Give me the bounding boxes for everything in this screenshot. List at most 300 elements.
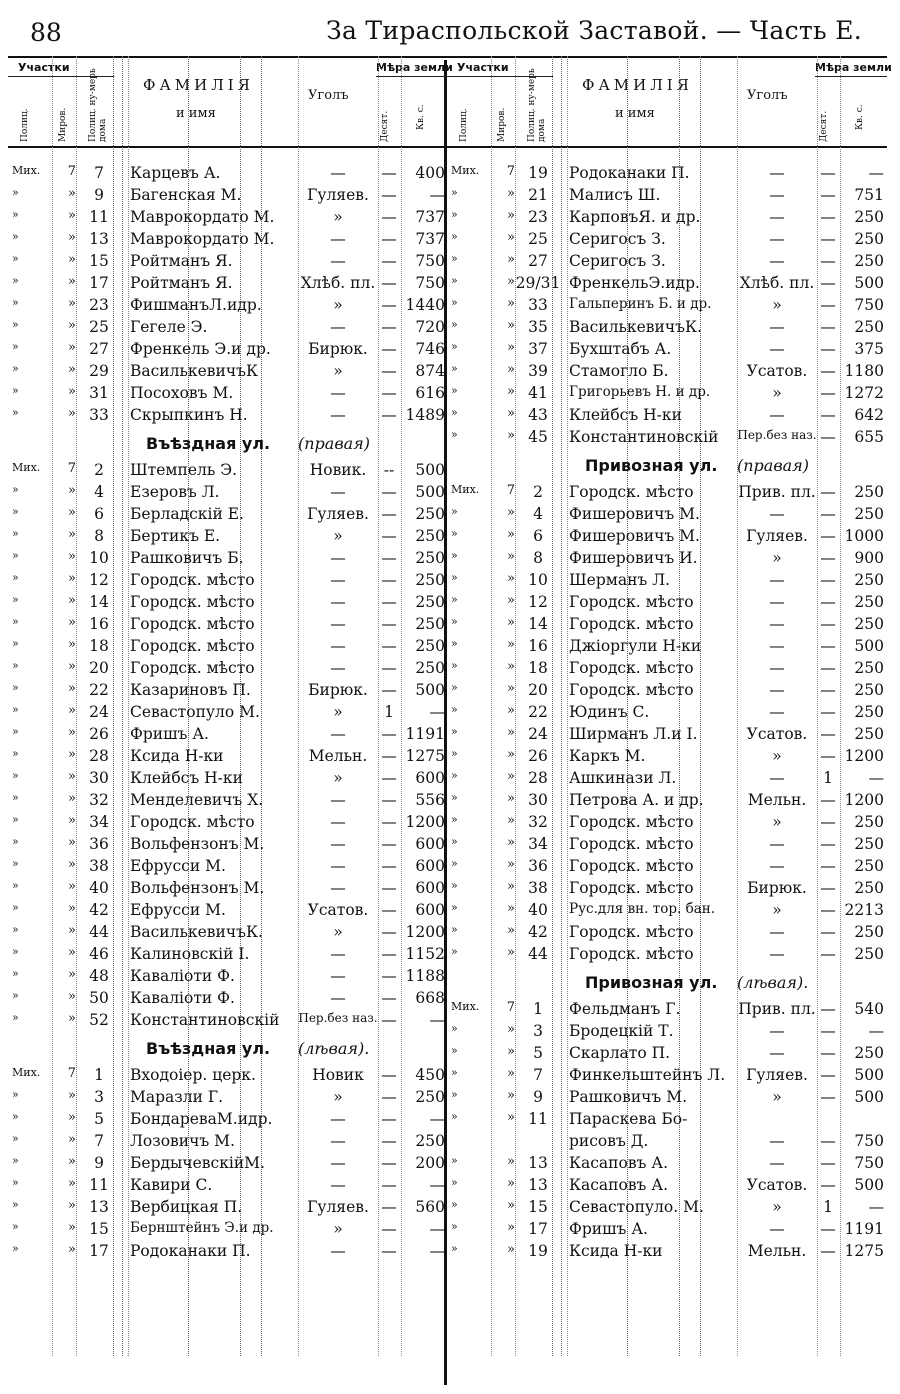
cell-name: Юдинъ С. xyxy=(569,703,650,721)
cell-mirov: » xyxy=(68,296,76,311)
cell-sq-sazhen: 720 xyxy=(415,318,445,336)
cell-corner: » xyxy=(333,1088,343,1106)
cell-house-no: 18 xyxy=(528,659,548,677)
cell-house-no: 34 xyxy=(528,835,548,853)
cell-house-no: 23 xyxy=(528,208,548,226)
header-mera-zemli: Мѣра земли xyxy=(815,61,892,74)
cell-corner: Хлѣб. пл. xyxy=(739,274,815,292)
table-row xyxy=(447,316,887,338)
left-column xyxy=(8,56,453,1356)
cell-corner: — xyxy=(330,945,346,963)
cell-name: Касаповъ А. xyxy=(569,1176,669,1194)
cell-desyat: — xyxy=(381,615,397,633)
table-row xyxy=(447,228,887,250)
cell-house-no: 43 xyxy=(528,406,548,424)
cell-mirov: » xyxy=(68,1154,76,1169)
cell-desyat: — xyxy=(820,571,836,589)
cell-corner: » xyxy=(772,549,782,567)
table-row xyxy=(8,162,448,184)
cell-polits: » xyxy=(451,813,458,826)
cell-desyat: — xyxy=(381,1154,397,1172)
cell-mirov: 7 xyxy=(67,461,76,476)
table-row xyxy=(8,184,448,206)
cell-corner: — xyxy=(330,1176,346,1194)
cell-house-no: 13 xyxy=(89,230,109,248)
cell-name: Городск. мѣсто xyxy=(569,945,694,963)
cell-desyat: — xyxy=(820,901,836,919)
cell-house-no: 7 xyxy=(94,164,104,182)
cell-mirov: 7 xyxy=(506,483,515,498)
cell-house-no: 45 xyxy=(528,428,548,446)
cell-mirov: » xyxy=(507,593,515,608)
cell-desyat: — xyxy=(820,747,836,765)
cell-desyat: — xyxy=(820,252,836,270)
table-row xyxy=(8,657,448,679)
cell-polits: » xyxy=(12,1198,19,1211)
cell-corner: — xyxy=(330,1242,346,1260)
cell-mirov: » xyxy=(507,428,515,443)
cell-sq-sazhen: 655 xyxy=(854,428,884,446)
cell-polits: » xyxy=(12,208,19,221)
cell-sq-sazhen: 500 xyxy=(415,461,445,479)
cell-corner: Мельн. xyxy=(747,1242,807,1260)
cell-polits: » xyxy=(12,362,19,375)
cell-sq-sazhen: 250 xyxy=(415,505,445,523)
header-desyat: Десят. xyxy=(380,110,390,142)
table-row xyxy=(447,1042,887,1064)
cell-polits: » xyxy=(451,340,458,353)
cell-polits: » xyxy=(12,923,19,936)
cell-house-no: 32 xyxy=(89,791,109,809)
cell-desyat: — xyxy=(820,1220,836,1238)
table-row xyxy=(8,1152,448,1174)
cell-mirov: » xyxy=(507,747,515,762)
cell-mirov: » xyxy=(68,813,76,828)
cell-mirov: » xyxy=(507,274,515,289)
cell-sq-sazhen: 600 xyxy=(415,879,445,897)
cell-mirov: » xyxy=(507,527,515,542)
cell-corner: — xyxy=(769,1220,785,1238)
cell-polits: » xyxy=(451,1088,458,1101)
cell-name: Багенская М. xyxy=(130,186,242,204)
cell-desyat: — xyxy=(820,362,836,380)
cell-sq-sazhen: 250 xyxy=(854,681,884,699)
cell-name: Городск. мѣсто xyxy=(130,571,255,589)
cell-desyat: — xyxy=(820,945,836,963)
table-row xyxy=(447,635,887,657)
cell-name: Штемпель Э. xyxy=(130,461,237,479)
header-familia: ФАМИЛІЯ xyxy=(143,76,254,94)
table-row xyxy=(447,547,887,569)
cell-desyat: — xyxy=(381,230,397,248)
cell-name: Городск. мѣсто xyxy=(130,637,255,655)
cell-mirov: » xyxy=(68,1176,76,1191)
table-row xyxy=(8,360,448,382)
cell-name: Городск. мѣсто xyxy=(569,659,694,677)
cell-mirov: 7 xyxy=(67,1066,76,1081)
table-row xyxy=(8,1174,448,1196)
cell-sq-sazhen: 250 xyxy=(415,549,445,567)
street-side: (правая) xyxy=(737,456,810,475)
cell-name: Езеровъ Л. xyxy=(130,483,220,501)
cell-corner: — xyxy=(769,318,785,336)
cell-sq-sazhen: — xyxy=(868,1198,884,1216)
cell-house-no: 20 xyxy=(89,659,109,677)
cell-sq-sazhen: 540 xyxy=(854,1000,884,1018)
page-header xyxy=(0,0,900,56)
cell-desyat: — xyxy=(381,1242,397,1260)
table-row xyxy=(8,943,448,965)
cell-sq-sazhen: 750 xyxy=(415,274,445,292)
cell-house-no: 13 xyxy=(528,1176,548,1194)
cell-polits: » xyxy=(451,835,458,848)
cell-desyat: — xyxy=(381,879,397,897)
cell-corner: — xyxy=(769,637,785,655)
cell-corner: — xyxy=(769,615,785,633)
cell-sq-sazhen: 737 xyxy=(415,230,445,248)
cell-mirov: » xyxy=(507,923,515,938)
table-row xyxy=(447,481,887,503)
cell-sq-sazhen: 616 xyxy=(415,384,445,402)
cell-mirov: » xyxy=(68,1198,76,1213)
cell-corner: — xyxy=(330,813,346,831)
cell-sq-sazhen: 1152 xyxy=(405,945,445,963)
cell-house-no: 13 xyxy=(528,1154,548,1172)
cell-name: КарповъЯ. и др. xyxy=(569,208,701,226)
cell-desyat: — xyxy=(381,274,397,292)
cell-name: Ефрусси М. xyxy=(130,901,226,919)
cell-desyat: -- xyxy=(383,461,395,479)
cell-mirov: » xyxy=(68,1220,76,1235)
cell-desyat: — xyxy=(820,1132,836,1150)
cell-name: Ксида Н-ки xyxy=(130,747,224,765)
cell-polits: » xyxy=(451,1022,458,1035)
cell-desyat: — xyxy=(381,791,397,809)
cell-corner: » xyxy=(772,1088,782,1106)
cell-sq-sazhen: 600 xyxy=(415,857,445,875)
cell-sq-sazhen: 250 xyxy=(854,318,884,336)
cell-desyat: — xyxy=(381,483,397,501)
table-row xyxy=(8,1218,448,1240)
cell-sq-sazhen: 500 xyxy=(854,1066,884,1084)
cell-house-no: 30 xyxy=(528,791,548,809)
cell-mirov: » xyxy=(68,384,76,399)
cell-house-no: 29/31 xyxy=(515,274,561,292)
cell-desyat: — xyxy=(381,252,397,270)
cell-mirov: » xyxy=(68,681,76,696)
cell-mirov: » xyxy=(507,813,515,828)
cell-polits: » xyxy=(451,923,458,936)
cell-corner: — xyxy=(769,1044,785,1062)
table-row xyxy=(447,184,887,206)
table-row xyxy=(8,272,448,294)
cell-name: Городск. мѣсто xyxy=(569,813,694,831)
cell-name: Шерманъ Л. xyxy=(569,571,671,589)
cell-house-no: 30 xyxy=(89,769,109,787)
header-mirov: Миров. xyxy=(58,107,68,142)
table-row xyxy=(8,789,448,811)
cell-name: Касаповъ А. xyxy=(569,1154,669,1172)
cell-name: Ширманъ Л.и І. xyxy=(569,725,698,743)
cell-name: Ашкинази Л. xyxy=(569,769,677,787)
cell-name: Кавири С. xyxy=(130,1176,213,1194)
cell-sq-sazhen: — xyxy=(868,769,884,787)
cell-corner: — xyxy=(769,659,785,677)
cell-corner: » xyxy=(333,703,343,721)
cell-name: Городск. мѣсто xyxy=(130,659,255,677)
cell-sq-sazhen: 500 xyxy=(854,1176,884,1194)
cell-corner: Пер.без наз. xyxy=(737,428,817,442)
table-row xyxy=(447,745,887,767)
cell-house-no: 1 xyxy=(533,1000,543,1018)
table-row xyxy=(447,338,887,360)
cell-mirov: » xyxy=(507,1022,515,1037)
table-row xyxy=(447,679,887,701)
header-polits: Полиц. xyxy=(20,108,30,142)
cell-desyat: — xyxy=(381,857,397,875)
cell-desyat: — xyxy=(820,230,836,248)
right-column xyxy=(447,56,892,1356)
cell-polits: » xyxy=(451,879,458,892)
cell-desyat: — xyxy=(381,340,397,358)
cell-house-no: 36 xyxy=(89,835,109,853)
cell-corner: — xyxy=(769,703,785,721)
cell-name: Серигосъ З. xyxy=(569,252,666,270)
cell-polits: » xyxy=(12,527,19,540)
cell-name: Рус.для вн. тор. бан. xyxy=(569,901,716,917)
cell-desyat: — xyxy=(820,637,836,655)
cell-house-no: 37 xyxy=(528,340,548,358)
cell-house-no: 24 xyxy=(89,703,109,721)
cell-house-no: 35 xyxy=(528,318,548,336)
cell-sq-sazhen: 500 xyxy=(415,483,445,501)
cell-polits: » xyxy=(12,989,19,1002)
table-row xyxy=(8,228,448,250)
cell-corner: Гуляев. xyxy=(746,527,808,545)
cell-desyat: — xyxy=(820,879,836,897)
cell-desyat: — xyxy=(820,208,836,226)
cell-corner: — xyxy=(330,593,346,611)
cell-house-no: 23 xyxy=(89,296,109,314)
table-row xyxy=(447,360,887,382)
cell-desyat: — xyxy=(820,703,836,721)
cell-mirov: 7 xyxy=(67,164,76,179)
cell-name: Фришъ А. xyxy=(569,1220,648,1238)
table-row xyxy=(8,679,448,701)
cell-sq-sazhen: — xyxy=(429,1110,445,1128)
cell-corner: — xyxy=(330,164,346,182)
cell-house-no: 5 xyxy=(94,1110,104,1128)
cell-desyat: — xyxy=(381,1088,397,1106)
cell-corner: — xyxy=(769,340,785,358)
table-row xyxy=(447,613,887,635)
table-row xyxy=(447,1130,887,1152)
cell-polits: » xyxy=(451,769,458,782)
cell-polits: » xyxy=(451,1110,458,1123)
cell-corner: — xyxy=(330,571,346,589)
cell-polits: » xyxy=(12,901,19,914)
cell-mirov: » xyxy=(68,208,76,223)
cell-sq-sazhen: 250 xyxy=(415,593,445,611)
cell-polits: Мих. xyxy=(12,1066,41,1079)
cell-sq-sazhen: 250 xyxy=(854,1044,884,1062)
cell-desyat: — xyxy=(381,747,397,765)
cell-mirov: » xyxy=(507,1176,515,1191)
cell-corner: Гуляев. xyxy=(307,505,369,523)
cell-sq-sazhen: 746 xyxy=(415,340,445,358)
cell-sq-sazhen: 250 xyxy=(854,923,884,941)
cell-house-no: 22 xyxy=(528,703,548,721)
cell-sq-sazhen: 250 xyxy=(415,637,445,655)
cell-desyat: — xyxy=(820,1000,836,1018)
table-row xyxy=(8,1108,448,1130)
table-row xyxy=(447,833,887,855)
cell-name: Джіоргули Н-ки xyxy=(569,637,702,655)
cell-desyat: 1 xyxy=(823,1198,833,1216)
cell-house-no: 10 xyxy=(89,549,109,567)
cell-desyat: — xyxy=(820,813,836,831)
cell-polits: » xyxy=(12,549,19,562)
cell-desyat: — xyxy=(381,549,397,567)
cell-polits: » xyxy=(451,186,458,199)
cell-mirov: » xyxy=(507,505,515,520)
cell-corner: — xyxy=(769,208,785,226)
table-row xyxy=(8,613,448,635)
cell-corner: — xyxy=(330,791,346,809)
cell-name: Городск. мѣсто xyxy=(569,923,694,941)
cell-sq-sazhen: 250 xyxy=(854,483,884,501)
cell-polits: » xyxy=(451,857,458,870)
cell-sq-sazhen: 250 xyxy=(415,1132,445,1150)
cell-corner: — xyxy=(769,164,785,182)
cell-name: ВасилькевичъК. xyxy=(130,923,263,941)
cell-house-no: 3 xyxy=(533,1022,543,1040)
table-row xyxy=(447,569,887,591)
cell-name: Родоканаки П. xyxy=(130,1242,251,1260)
cell-name: Каркъ М. xyxy=(569,747,646,765)
cell-desyat: — xyxy=(381,637,397,655)
cell-name: Фишеровичъ М. xyxy=(569,527,700,545)
cell-corner: — xyxy=(769,505,785,523)
table-row xyxy=(447,767,887,789)
cell-mirov: » xyxy=(68,791,76,806)
cell-desyat: — xyxy=(381,164,397,182)
cell-corner: Пер.без наз. xyxy=(298,1011,378,1025)
cell-desyat: — xyxy=(381,835,397,853)
cell-house-no: 34 xyxy=(89,813,109,831)
cell-corner: — xyxy=(769,1132,785,1150)
cell-house-no: 33 xyxy=(89,406,109,424)
table-row xyxy=(447,162,887,184)
header-ugol: Уголъ xyxy=(308,88,349,103)
table-row xyxy=(8,525,448,547)
cell-desyat: — xyxy=(820,384,836,402)
cell-mirov: » xyxy=(68,747,76,762)
cell-desyat: — xyxy=(381,362,397,380)
cell-desyat: — xyxy=(820,681,836,699)
cell-mirov: » xyxy=(68,1088,76,1103)
cell-corner: Бирюк. xyxy=(308,681,368,699)
cell-sq-sazhen: 1275 xyxy=(405,747,445,765)
header-familia: ФАМИЛІЯ xyxy=(582,76,693,94)
cell-house-no: 13 xyxy=(89,1198,109,1216)
cell-polits: » xyxy=(12,813,19,826)
cell-sq-sazhen: — xyxy=(868,1022,884,1040)
cell-sq-sazhen: 250 xyxy=(854,857,884,875)
cell-name: Финкельштейнъ Л. xyxy=(569,1066,726,1084)
cell-mirov: » xyxy=(68,1110,76,1125)
cell-desyat: — xyxy=(820,1022,836,1040)
cell-name: Каваліоти Ф. xyxy=(130,967,235,985)
cell-corner: » xyxy=(772,901,782,919)
table-row xyxy=(8,338,448,360)
cell-polits: » xyxy=(12,1154,19,1167)
cell-polits: Мих. xyxy=(451,164,480,177)
table-row xyxy=(8,723,448,745)
cell-mirov: » xyxy=(507,296,515,311)
cell-name: Стамогло Б. xyxy=(569,362,669,380)
table-row xyxy=(447,1174,887,1196)
cell-corner: — xyxy=(330,1132,346,1150)
table-row xyxy=(8,591,448,613)
cell-polits: » xyxy=(451,615,458,628)
cell-sq-sazhen: 450 xyxy=(415,1066,445,1084)
cell-corner: » xyxy=(333,1220,343,1238)
cell-corner: » xyxy=(333,923,343,941)
cell-polits: » xyxy=(12,1220,19,1233)
cell-name: Городск. мѣсто xyxy=(569,483,694,501)
cell-name: Родоканаки П. xyxy=(569,164,690,182)
cell-polits: » xyxy=(12,406,19,419)
cell-mirov: » xyxy=(507,406,515,421)
cell-polits: » xyxy=(12,593,19,606)
cell-house-no: 27 xyxy=(528,252,548,270)
table-row xyxy=(8,294,448,316)
table-row xyxy=(8,921,448,943)
cell-desyat: — xyxy=(381,725,397,743)
cell-polits: » xyxy=(451,1220,458,1233)
table-row xyxy=(8,767,448,789)
cell-name: Вербицкая П. xyxy=(130,1198,243,1216)
cell-desyat: — xyxy=(820,835,836,853)
cell-desyat: — xyxy=(820,1154,836,1172)
table-row xyxy=(8,547,448,569)
table-row xyxy=(8,250,448,272)
cell-corner: — xyxy=(330,318,346,336)
cell-desyat: — xyxy=(381,659,397,677)
cell-corner: — xyxy=(330,967,346,985)
cell-mirov: » xyxy=(68,835,76,850)
cell-mirov: » xyxy=(507,186,515,201)
cell-house-no: 17 xyxy=(528,1220,548,1238)
cell-corner: » xyxy=(333,527,343,545)
cell-name: Рашковичъ М. xyxy=(569,1088,687,1106)
cell-desyat: — xyxy=(820,1066,836,1084)
cell-sq-sazhen: 556 xyxy=(415,791,445,809)
cell-mirov: » xyxy=(507,318,515,333)
cell-corner: — xyxy=(330,659,346,677)
cell-name: Лозовичъ М. xyxy=(130,1132,235,1150)
cell-sq-sazhen: 900 xyxy=(854,549,884,567)
cell-corner: — xyxy=(330,615,346,633)
cell-house-no: 12 xyxy=(528,593,548,611)
header-i-imya: и имя xyxy=(176,106,216,121)
cell-desyat: — xyxy=(820,659,836,677)
cell-name: Фельдманъ Г. xyxy=(569,1000,681,1018)
cell-sq-sazhen: 250 xyxy=(854,505,884,523)
cell-desyat: — xyxy=(820,274,836,292)
cell-sq-sazhen: 1272 xyxy=(844,384,884,402)
